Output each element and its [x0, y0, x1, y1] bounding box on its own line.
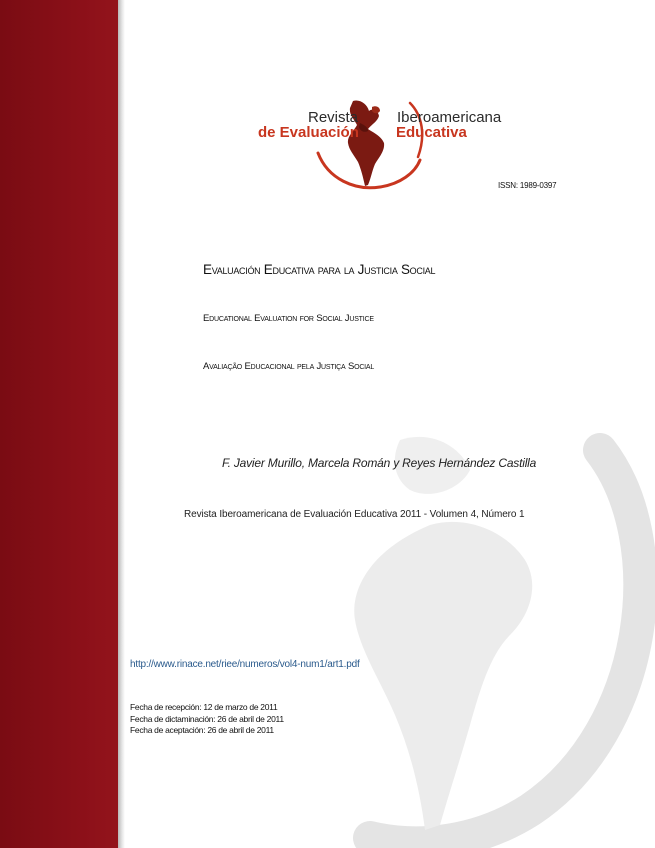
logo-word-evaluacion: de Evaluación [258, 124, 359, 141]
issn-label: ISSN: 1989-0397 [498, 181, 557, 190]
logo-word-iberoamericana: Iberoamericana [397, 109, 502, 126]
globe-watermark-icon [300, 430, 655, 848]
date-received: Fecha de recepción: 12 de marzo de 2011 [130, 702, 278, 712]
date-reviewed: Fecha de dictaminación: 26 de abril de 2011 [130, 713, 284, 724]
journal-logo [250, 95, 510, 195]
left-sidebar-band [0, 0, 118, 848]
date-accepted: Fecha de aceptación: 26 de abril de 2011 [130, 725, 274, 735]
authors-line: F. Javier Murillo, Marcela Román y Reyes Hernández Castilla [222, 456, 537, 470]
journal-citation: Revista Iberoamericana de Evaluación Educativa 2011 - Volumen 4, Número 1 [184, 509, 525, 520]
logo-word-educativa: Educativa [396, 124, 467, 141]
article-url-link[interactable]: http://www.rinace.net/riee/numeros/vol4-num1/art1.pdf [130, 659, 360, 670]
logo-word-revista: Revista [308, 109, 359, 126]
sidebar-shadow-edge [118, 0, 125, 848]
title-portuguese: Avaliação Educacional pela Justiça Social [203, 361, 375, 372]
title-english: Educational Evaluation for Social Justice [203, 313, 374, 324]
title-spanish: Evaluación Educativa para la Justicia Social [203, 262, 436, 277]
dates-block [130, 702, 284, 737]
